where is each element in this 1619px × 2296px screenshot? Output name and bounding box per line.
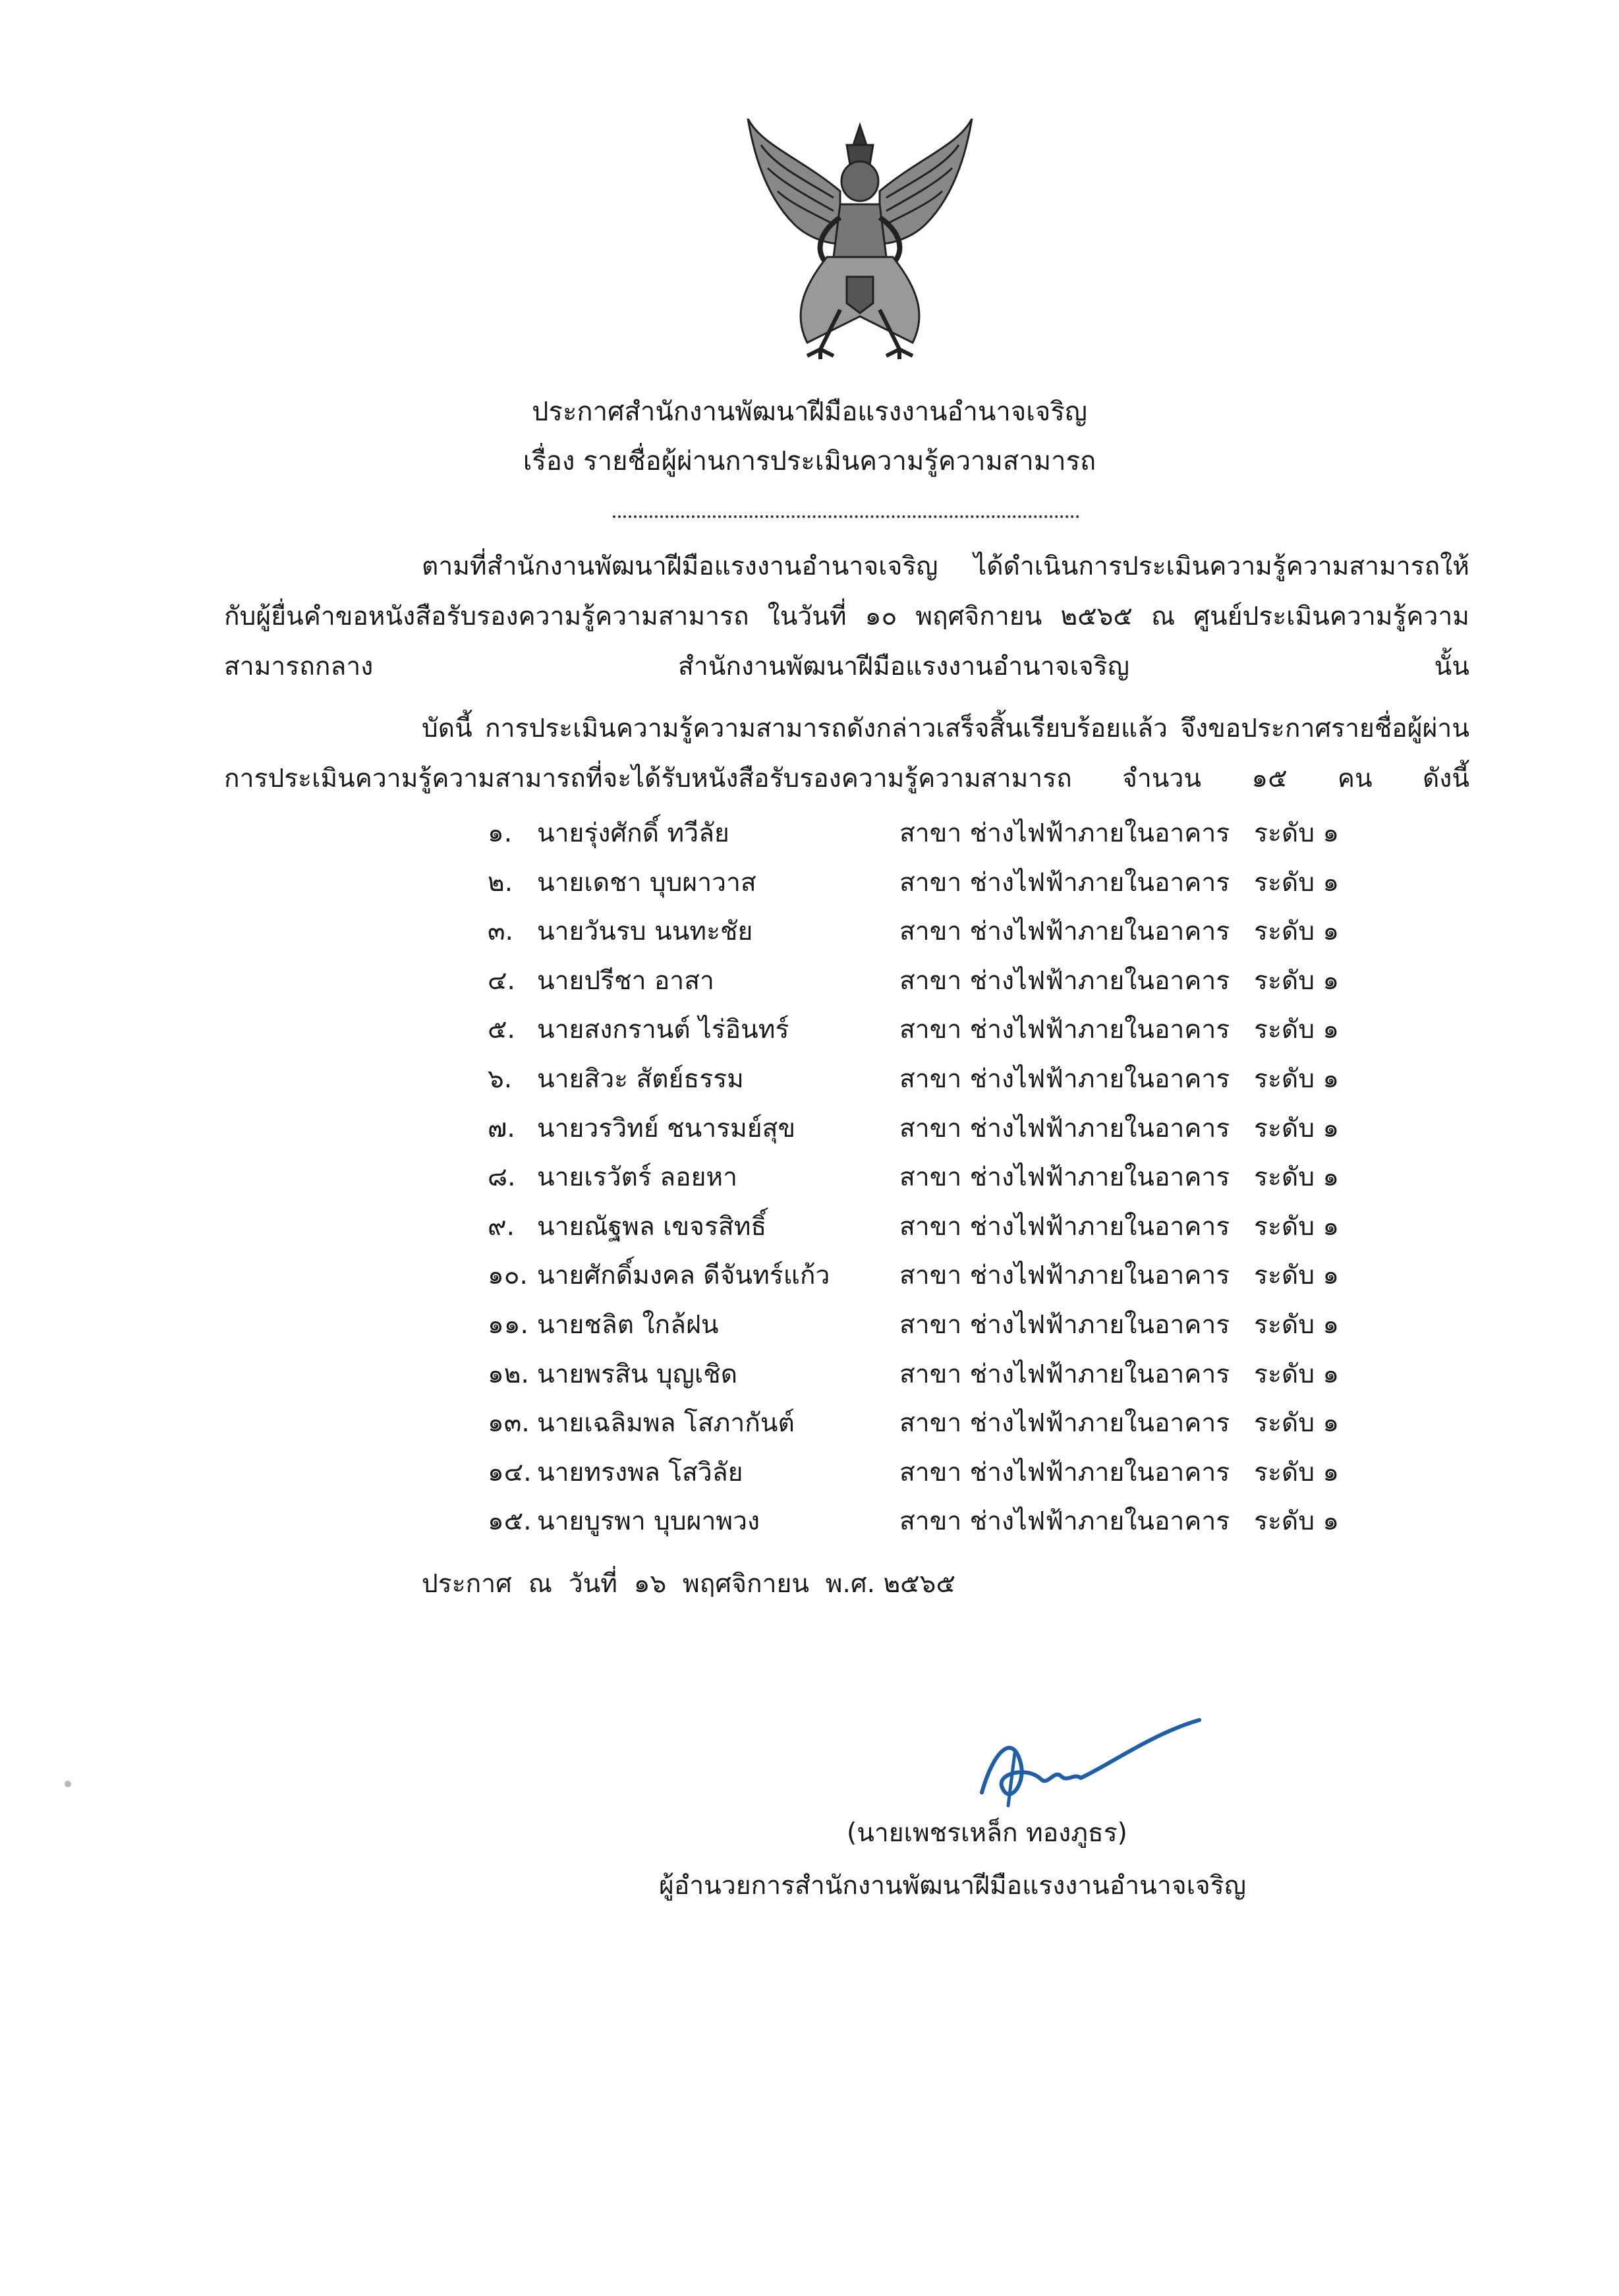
signer-name: (นายเพชรเหล็ก ทองภูธร) xyxy=(847,1818,1127,1848)
announcement-subject: เรื่อง รายชื่อผู้ผ่านการประเมินความรู้ความสามารถ xyxy=(523,446,1096,476)
list-item-branch: สาขา ช่างไฟฟ้าภายในอาคาร xyxy=(899,1015,1230,1045)
list-item xyxy=(0,1301,1619,1350)
list-item xyxy=(0,1153,1619,1202)
list-item-level: ระดับ ๑ xyxy=(1254,965,1340,996)
list-item xyxy=(0,1399,1619,1448)
list-item-branch: สาขา ช่างไฟฟ้าภายในอาคาร xyxy=(899,1359,1230,1389)
list-item-branch: สาขา ช่างไฟฟ้าภายในอาคาร xyxy=(899,1064,1230,1094)
list-item-branch: สาขา ช่างไฟฟ้าภายในอาคาร xyxy=(899,818,1230,848)
list-item-name: นายทรงพล โสวิลัย xyxy=(537,1457,743,1487)
paragraph-result xyxy=(224,704,1469,804)
list-item xyxy=(0,859,1619,907)
list-item-number: ๓. xyxy=(488,917,514,947)
list-item-level: ระดับ ๑ xyxy=(1254,1457,1340,1487)
list-item-branch: สาขา ช่างไฟฟ้าภายในอาคาร xyxy=(899,1507,1230,1537)
announcement-date: ประกาศ ณ วันที่ ๑๖ พฤศจิกายน พ.ศ. ๒๕๖๕ xyxy=(422,1569,955,1599)
list-item-level: ระดับ ๑ xyxy=(1254,1113,1340,1143)
list-item-branch: สาขา ช่างไฟฟ้าภายในอาคาร xyxy=(899,1261,1230,1291)
list-item-number: ๑๐. xyxy=(488,1261,528,1291)
list-item-level: ระดับ ๑ xyxy=(1254,1310,1340,1340)
paragraph-intro-text: ตามที่สำนักงานพัฒนาฝีมือแรงงานอำนาจเจริญ ได้ดำเนินการประเมินความรู้ความสามารถให้กับผู้ยื่นคำขอหนังสือรับรองความรู้ความสามารถ ในวันที่ ๑๐ พฤศจิกายน ๒๕๖๕ ณ ศูนย์ประเมินความรู้ความสามารถกลาง สำนักงานพัฒนาฝีมือแรงงานอำนาจเจริญ นั้น xyxy=(224,552,1469,681)
list-item-name: นายบูรพา บุบผาพวง xyxy=(537,1507,760,1537)
list-item-branch: สาขา ช่างไฟฟ้าภายในอาคาร xyxy=(899,1310,1230,1340)
list-item-number: ๒. xyxy=(488,867,513,898)
list-item-name: นายปรีชา อาสา xyxy=(537,965,714,996)
list-item-number: ๑๑. xyxy=(488,1310,528,1340)
list-item-number: ๑. xyxy=(488,818,513,848)
list-item-name: นายรุ่งศักดิ์ ทวีลัย xyxy=(537,818,729,848)
list-item-level: ระดับ ๑ xyxy=(1254,1211,1340,1242)
list-item xyxy=(0,1105,1619,1153)
list-item-name: นายสิวะ สัตย์ธรรม xyxy=(537,1064,744,1094)
list-item-name: นายวันรบ นนทะชัย xyxy=(537,917,753,947)
list-item-name: นายวรวิทย์ ชนารมย์สุข xyxy=(537,1113,796,1143)
signer-title: ผู้อำนวยการสำนักงานพัฒนาฝีมือแรงงานอำนาจเจริญ xyxy=(659,1871,1246,1901)
list-item xyxy=(0,1203,1619,1251)
list-item xyxy=(0,1497,1619,1546)
list-item-level: ระดับ ๑ xyxy=(1254,867,1340,898)
paper-speck xyxy=(65,1781,71,1787)
list-item xyxy=(0,1350,1619,1399)
list-item-name: นายเดชา บุบผาวาส xyxy=(537,867,756,898)
list-item-branch: สาขา ช่างไฟฟ้าภายในอาคาร xyxy=(899,1162,1230,1193)
list-item-level: ระดับ ๑ xyxy=(1254,1507,1340,1537)
list-item-number: ๑๕. xyxy=(488,1507,532,1537)
garuda-emblem-icon xyxy=(741,119,979,362)
list-item-number: ๑๓. xyxy=(488,1408,530,1439)
list-item-level: ระดับ ๑ xyxy=(1254,1359,1340,1389)
list-item-branch: สาขา ช่างไฟฟ้าภายในอาคาร xyxy=(899,1211,1230,1242)
list-item-level: ระดับ ๑ xyxy=(1254,1162,1340,1193)
paragraph-result-text: บัดนี้ การประเมินความรู้ความสามารถดังกล่าวเสร็จสิ้นเรียบร้อยแล้ว จึงขอประกาศรายชื่อผู้ผ่านการประเมินความรู้ความสามารถที่จะได้รับหนังสือรับรองความรู้ความสามารถ จำนวน ๑๕ คน ดังนี้ xyxy=(224,714,1469,793)
list-item-level: ระดับ ๑ xyxy=(1254,1015,1340,1045)
announcement-title: ประกาศสำนักงานพัฒนาฝีมือแรงงานอำนาจเจริญ xyxy=(532,397,1087,427)
list-item-number: ๔. xyxy=(488,965,515,996)
list-item xyxy=(0,957,1619,1006)
list-item-branch: สาขา ช่างไฟฟ้าภายในอาคาร xyxy=(899,917,1230,947)
list-item-number: ๑๒. xyxy=(488,1359,529,1389)
list-item-number: ๙. xyxy=(488,1211,515,1242)
list-item-level: ระดับ ๑ xyxy=(1254,818,1340,848)
list-item xyxy=(0,809,1619,858)
list-item-level: ระดับ ๑ xyxy=(1254,1408,1340,1439)
dotted-divider xyxy=(613,515,1079,518)
list-item-number: ๗. xyxy=(488,1113,515,1143)
list-item xyxy=(0,907,1619,956)
list-item-name: นายชลิต ใกล้ฝน xyxy=(537,1310,719,1340)
list-item-level: ระดับ ๑ xyxy=(1254,917,1340,947)
list-item-level: ระดับ ๑ xyxy=(1254,1064,1340,1094)
list-item-number: ๕. xyxy=(488,1015,515,1045)
list-item-branch: สาขา ช่างไฟฟ้าภายในอาคาร xyxy=(899,867,1230,898)
list-item xyxy=(0,1006,1619,1054)
list-item-name: นายศักดิ์มงคล ดีจันทร์แก้ว xyxy=(537,1261,830,1291)
list-item-name: นายพรสิน บุญเชิด xyxy=(537,1359,738,1389)
list-item-branch: สาขา ช่างไฟฟ้าภายในอาคาร xyxy=(899,1408,1230,1439)
list-item-number: ๖. xyxy=(488,1064,513,1094)
list-item-name: นายณัฐพล เขจรสิทธิ์ xyxy=(537,1211,767,1242)
list-item-branch: สาขา ช่างไฟฟ้าภายในอาคาร xyxy=(899,1113,1230,1143)
list-item-name: นายเรวัตร์ ลอยหา xyxy=(537,1162,738,1193)
list-item-name: นายเฉลิมพล โสภากันต์ xyxy=(537,1408,795,1439)
list-item-branch: สาขา ช่างไฟฟ้าภายในอาคาร xyxy=(899,965,1230,996)
handwritten-signature xyxy=(969,1707,1206,1819)
list-item-branch: สาขา ช่างไฟฟ้าภายในอาคาร xyxy=(899,1457,1230,1487)
paragraph-intro xyxy=(224,542,1469,692)
list-item-name: นายสงกรานต์ ไร่อินทร์ xyxy=(537,1015,789,1045)
list-item xyxy=(0,1449,1619,1497)
list-item-number: ๑๔. xyxy=(488,1457,532,1487)
list-item xyxy=(0,1055,1619,1104)
list-item xyxy=(0,1251,1619,1300)
list-item-number: ๘. xyxy=(488,1162,516,1193)
list-item-level: ระดับ ๑ xyxy=(1254,1261,1340,1291)
